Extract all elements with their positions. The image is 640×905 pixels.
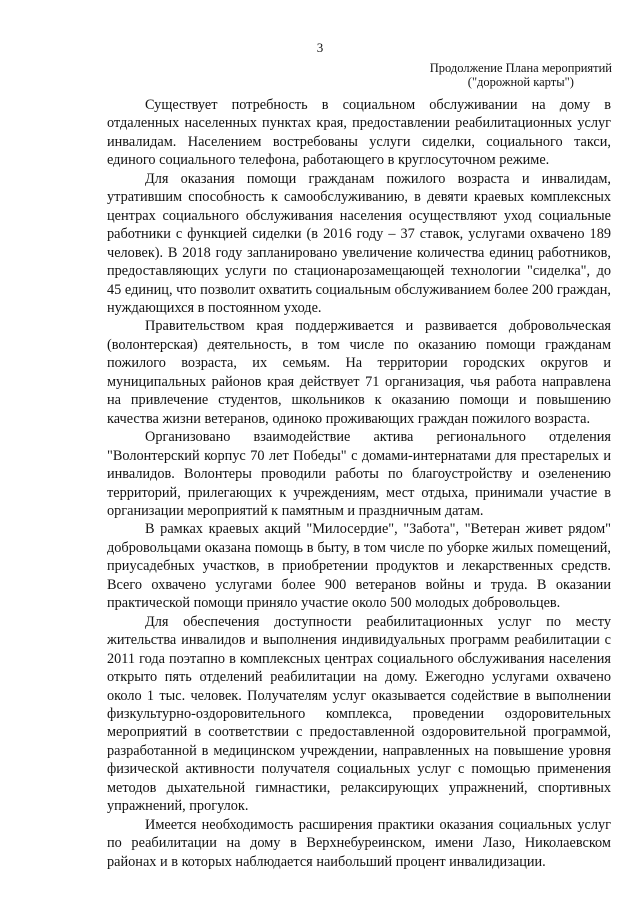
paragraph: Для обеспечения доступности реабилитационных услуг по месту жительства инвалидов и выполнения индивидуальных программ реабилитации с 2011 года поэтапно в комплексных центрах социального обслуживания населения открыто пять отделений реабилитации на дому. Ежегодно услугами охвачено около 1 тыс. человек. Получателям услуг оказывается содействие в выполнении физкультурно-оздоровительного комплекса, проведении оздоровительных мероприятий в соответствии с предоставленной оздоровительной программой, разработанной в медицинском учреждении, направленных на повышение уровня физической активности получателя социальных услуг с помощью применения методов дыхательной гимнастики, релаксирующих упражнений, спортивных упражнений, прогулок. (107, 613, 611, 815)
paragraph: В рамках краевых акций "Милосердие", "Забота", "Ветеран живет рядом" добровольцами оказана помощь в быту, в том числе по уборке жилых помещений, приусадебных участков, в приобретении продуктов и лекарственных средств. Всего охвачено услугами более 900 ветеранов войны и труда. В оказании практической помощи приняло участие около 500 молодых добровольцев. (107, 521, 611, 612)
paragraph: Имеется необходимость расширения практики оказания социальных услуг по реабилитации на дому в Верхнебуреинском, имени Лазо, Николаевском районах и в которых наблюдается наибольший процент инвалидизации. (107, 816, 611, 870)
running-header (430, 62, 612, 89)
running-header-line-1: Продолжение Плана мероприятий (429, 61, 612, 75)
page-number: 3 (316, 40, 324, 55)
paragraph: Для оказания помощи гражданам пожилого возраста и инвалидам, утратившим способность к самообслуживанию, в девяти краевых комплексных центрах социального обслуживания населения осуществляют уход социальные работники с функцией сиделки (в 2016 году – 37 ставок, услугами охвачено 189 человек). В 2018 году запланировано увеличение количества единиц работников, предоставляющих услуги по стационарозамещающей технологии "сиделка", до 45 единиц, что позволит охватить социальным обслуживанием более 200 граждан, нуждающихся в постоянном уходе. (107, 170, 611, 316)
running-header-line-2: ("дорожной карты") (467, 74, 574, 89)
paragraph: Организовано взаимодействие актива регионального отделения "Волонтерский корпус 70 лет Победы" с домами-интернатами для престарелых и инвалидов. Волонтеры проводили работы по благоустройству и озеленению территорий, прилегающих к учреждениям, мест отдыха, принимали участие в организации мероприятий к памятным и праздничным датам. (107, 429, 611, 519)
paragraph: Правительством края поддерживается и развивается добровольческая (волонтерская) деятельность, в том числе по оказанию помощи гражданам пожилого возраста, их семьям. На территории городских округов и муниципальных районов края действует 71 организация, чья работа направлена на привлечение студентов, школьников к оказанию помощи и повышению качества жизни ветеранов, одиноко проживающих граждан пожилого возраста. (107, 318, 611, 427)
paragraph: Существует потребность в социальном обслуживании на дому в отдаленных населенных пунктах края, предоставлении реабилитационных услуг инвалидам. Населением востребованы услуги сиделки, социального такси, единого социального телефона, работающего в круглосуточном режиме. (107, 97, 611, 169)
body-text (107, 96, 611, 871)
